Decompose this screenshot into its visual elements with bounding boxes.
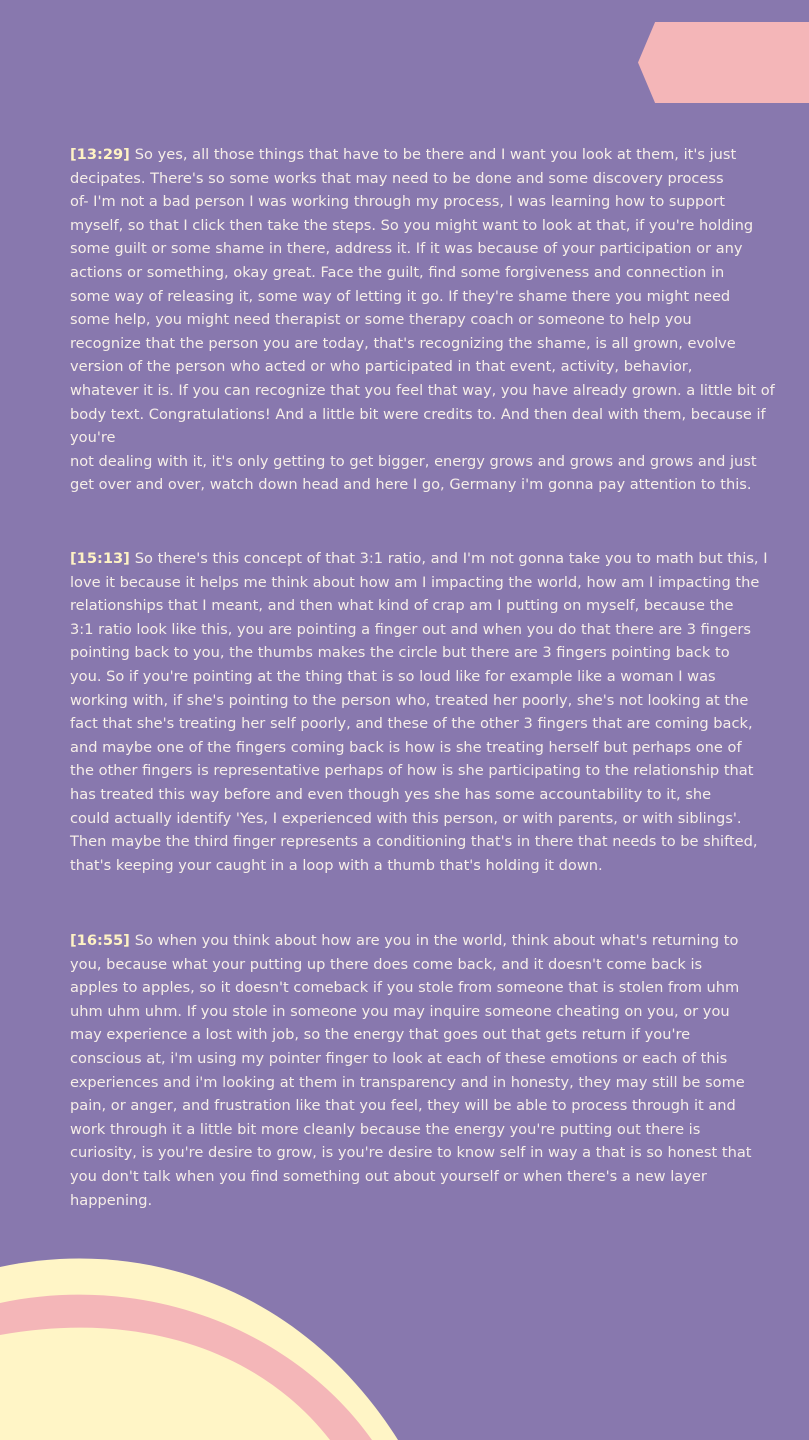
- paragraph-line: you. So if you're pointing at the thing that is so loud like for example like a woman I was: [70, 667, 716, 685]
- paragraph-line: uhm uhm uhm. If you stole in someone you may inquire someone cheating on you, or you: [70, 1002, 730, 1020]
- paragraph-line: curiosity, is you're desire to grow, is you're desire to know self in way a that is so honest that: [70, 1144, 752, 1162]
- paragraph-line: conscious at, i'm using my pointer finger to look at each of these emotions or each of this: [70, 1049, 728, 1067]
- paragraph-line: relationships that I meant, and then what kind of crap am I putting on myself, because the: [70, 597, 734, 615]
- paragraph-line: you're: [70, 429, 116, 447]
- paragraph-line: some guilt or some shame in there, address it. If it was because of your participation or any: [70, 240, 743, 258]
- paragraph-line: has treated this way before and even though yes she has some accountability to it, she: [70, 785, 712, 803]
- paragraph-line: that's keeping your caught in a loop with a thumb that's holding it down.: [70, 856, 603, 874]
- paragraph-line: apples to apples, so it doesn't comeback if you stole from someone that is stolen from uhm: [70, 979, 740, 997]
- paragraph-line: decipates. There's so some works that may need to be done and some discovery process: [70, 169, 724, 187]
- paragraph-line: may experience a lost with job, so the energy that goes out that gets return if you're: [70, 1026, 691, 1044]
- paragraph-line: version of the person who acted or who participated in that event, activity, behavior,: [70, 358, 693, 376]
- paragraph-line: 3:1 ratio look like this, you are pointing a finger out and when you do that there are 3 fingers: [70, 620, 751, 638]
- corner-tab-decoration: [638, 22, 809, 103]
- paragraph-line: myself, so that I click then take the steps. So you might want to look at that, if you're holding: [70, 216, 754, 234]
- paragraph-line: actions or something, okay great. Face the guilt, find some forgiveness and connection in: [70, 263, 725, 281]
- paragraph-line: recognize that the person you are today, that's recognizing the shame, is all grown, evolve: [70, 334, 736, 352]
- timestamp: [15:13]: [70, 550, 130, 567]
- paragraph-line: happening.: [70, 1191, 153, 1209]
- paragraph-line: not dealing with it, it's only getting to get bigger, energy grows and grows and grows and just: [70, 452, 757, 470]
- paragraph-line: of- I'm not a bad person I was working through my process, I was learning how to support: [70, 193, 725, 211]
- paragraph-line: Then maybe the third finger represents a conditioning that's in there that needs to be shifted,: [70, 833, 758, 851]
- paragraph-line: [15:13] So there's this concept of that 3:1 ratio, and I'm not gonna take you to math but this, I: [70, 550, 768, 567]
- timestamp: [13:29]: [70, 146, 130, 163]
- paragraph-line: experiences and i'm looking at them in transparency and in honesty, they may still be some: [70, 1073, 745, 1091]
- paragraph-line: [16:55] So when you think about how are you in the world, think about what's returning to: [70, 932, 739, 949]
- paragraph-line: work through it a little bit more cleanly because the energy you're putting out there is: [70, 1120, 701, 1138]
- paragraph-line: whatever it is. If you can recognize that you feel that way, you have already grown. a little bit of: [70, 381, 775, 399]
- paragraph-line: the other fingers is representative perhaps of how is she participating to the relationship that: [70, 762, 754, 780]
- paragraph-line: pain, or anger, and frustration like that you feel, they will be able to process through it and: [70, 1097, 736, 1115]
- paragraph-line: you don't talk when you find something out about yourself or when there's a new layer: [70, 1167, 707, 1185]
- transcript-paragraph-1: [70, 143, 792, 497]
- paragraph-line: working with, if she's pointing to the person who, treated her poorly, she's not looking at the: [70, 691, 749, 709]
- transcript-paragraph-3: [70, 929, 792, 1212]
- paragraph-line: love it because it helps me think about how am I impacting the world, how am I impacting the: [70, 573, 760, 591]
- paragraph-line: you, because what your putting up there does come back, and it doesn't come back is: [70, 955, 703, 973]
- paragraph-line: pointing back to you, the thumbs makes the circle but there are 3 fingers pointing back to: [70, 644, 730, 662]
- bottom-arc-decoration: [0, 1255, 809, 1440]
- timestamp: [16:55]: [70, 932, 130, 949]
- paragraph-line: get over and over, watch down head and here I go, Germany i'm gonna pay attention to this.: [70, 476, 752, 494]
- paragraph-line: and maybe one of the fingers coming back is how is she treating herself but perhaps one of: [70, 738, 742, 756]
- paragraph-line: some help, you might need therapist or some therapy coach or someone to help you: [70, 311, 692, 329]
- paragraph-line: body text. Congratulations! And a little bit were credits to. And then deal with them, because if: [70, 405, 766, 423]
- paragraph-line: fact that she's treating her self poorly, and these of the other 3 fingers that are coming back,: [70, 715, 753, 733]
- paragraph-line: [13:29] So yes, all those things that have to be there and I want you look at them, it's just: [70, 146, 737, 163]
- transcript-paragraph-2: [70, 547, 792, 877]
- paragraph-line: some way of releasing it, some way of letting it go. If they're shame there you might need: [70, 287, 731, 305]
- paragraph-line: could actually identify 'Yes, I experienced with this person, or with parents, or with siblings'.: [70, 809, 742, 827]
